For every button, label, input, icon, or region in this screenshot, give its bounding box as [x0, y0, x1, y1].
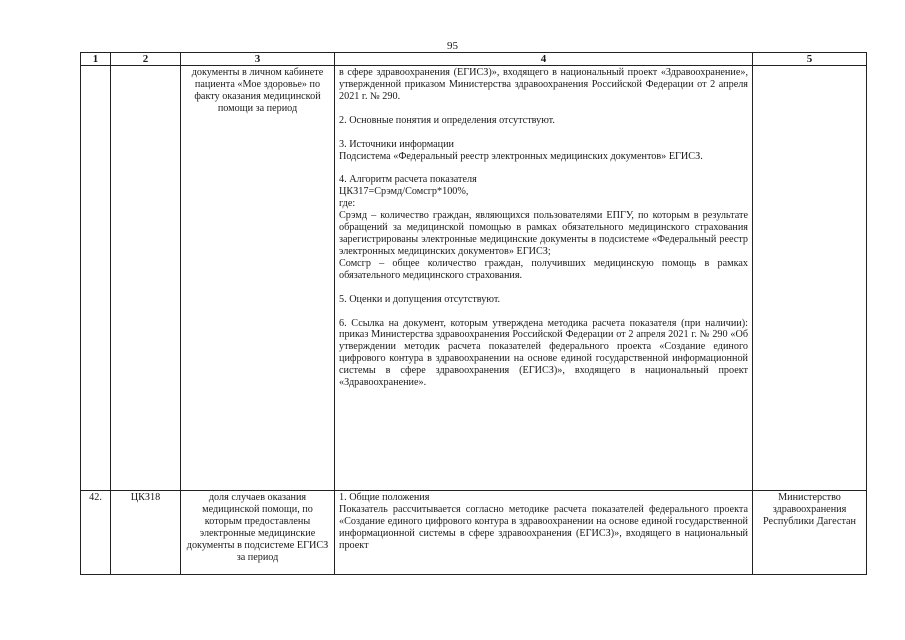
methodology-paragraph: в сфере здравоохранения (ЕГИСЗ)», входящего в национальный проект «Здравоохранение», утвержденной приказом Министерства здравоохранения Российской Федерации от 2 апреля 2021 г. № 290.	[339, 67, 748, 102]
methodology-paragraph: 3. Источники информации	[339, 138, 454, 150]
row-number-cell	[81, 66, 111, 491]
methodology-paragraph: 6. Ссылка на документ, которым утверждена методика расчета показателя (при наличии): приказ Министерства здравоохранения Российской Федерации от 2 апреля 2021 г. № 290 «Об утверждении методик расчета показателей федерального проекта «Создание единого цифрового контура в здравоохранении на основе единой государственной информационной системы в сфере здравоохранения (ЕГИСЗ)», входящего в национальный проект «Здравоохранение».	[339, 317, 748, 389]
methodology-paragraph: Подсистема «Федеральный реестр электронных медицинских документов» ЕГИСЗ.	[339, 150, 703, 162]
header-col-2: 2	[111, 53, 181, 66]
indicator-name-cell: документы в личном кабинете пациента «Мое здоровье» по факту оказания медицинской помощи за период	[181, 66, 335, 491]
methodology-paragraph: Срэмд – количество граждан, являющихся пользователями ЕПГУ, по которым в результате обращений за медицинской помощью в рамках обязательного медицинского страхования зарегистрированы электронные медицинские документы в подсистеме «Федеральный реестр электронных медицинских документов» ЕГИСЗ;	[339, 210, 748, 257]
formula-line: ЦКЗ17=Срэмд/Сомсгр*100%,	[339, 186, 469, 198]
row-number-cell: 42.	[81, 491, 111, 575]
indicator-code-cell	[111, 66, 181, 491]
indicator-code-cell: ЦКЗ18	[111, 491, 181, 575]
page-number: 95	[447, 40, 458, 52]
responsible-cell: Министерство здравоохранения Республики Дагестан	[753, 491, 867, 575]
indicator-name-cell: доля случаев оказания медицинской помощи, по которым предоставлены электронные медицинские документы в подсистеме ЕГИСЗ за период	[181, 491, 335, 575]
methodology-paragraph: 2. Основные понятия и определения отсутствуют.	[339, 114, 555, 126]
methodology-paragraph: 1. Общие положения	[339, 492, 430, 503]
formula-where: где:	[339, 198, 356, 210]
methodology-cell	[335, 491, 753, 575]
methodology-cell	[335, 66, 753, 491]
methodology-paragraph: 5. Оценки и допущения отсутствуют.	[339, 293, 501, 305]
header-col-4: 4	[335, 53, 753, 66]
header-col-5: 5	[753, 53, 867, 66]
header-col-1: 1	[81, 53, 111, 66]
table-header-row	[81, 53, 867, 66]
table-row	[81, 66, 867, 491]
methodology-paragraph: Сомсгр – общее количество граждан, получивших медицинскую помощь в рамках обязательного медицинского страхования.	[339, 257, 748, 281]
responsible-cell	[753, 66, 867, 491]
header-col-3: 3	[181, 53, 335, 66]
table-row	[81, 491, 867, 575]
methodology-paragraph: 4. Алгоритм расчета показателя	[339, 174, 477, 186]
indicator-table	[80, 52, 867, 575]
methodology-paragraph: Показатель рассчитывается согласно методике расчета показателей федерального проекта «Создание единого цифрового контура в здравоохранении на основе единой государственной информационной системы в сфере здравоохранения (ЕГИСЗ)», входящего в национальный проект	[339, 503, 748, 551]
